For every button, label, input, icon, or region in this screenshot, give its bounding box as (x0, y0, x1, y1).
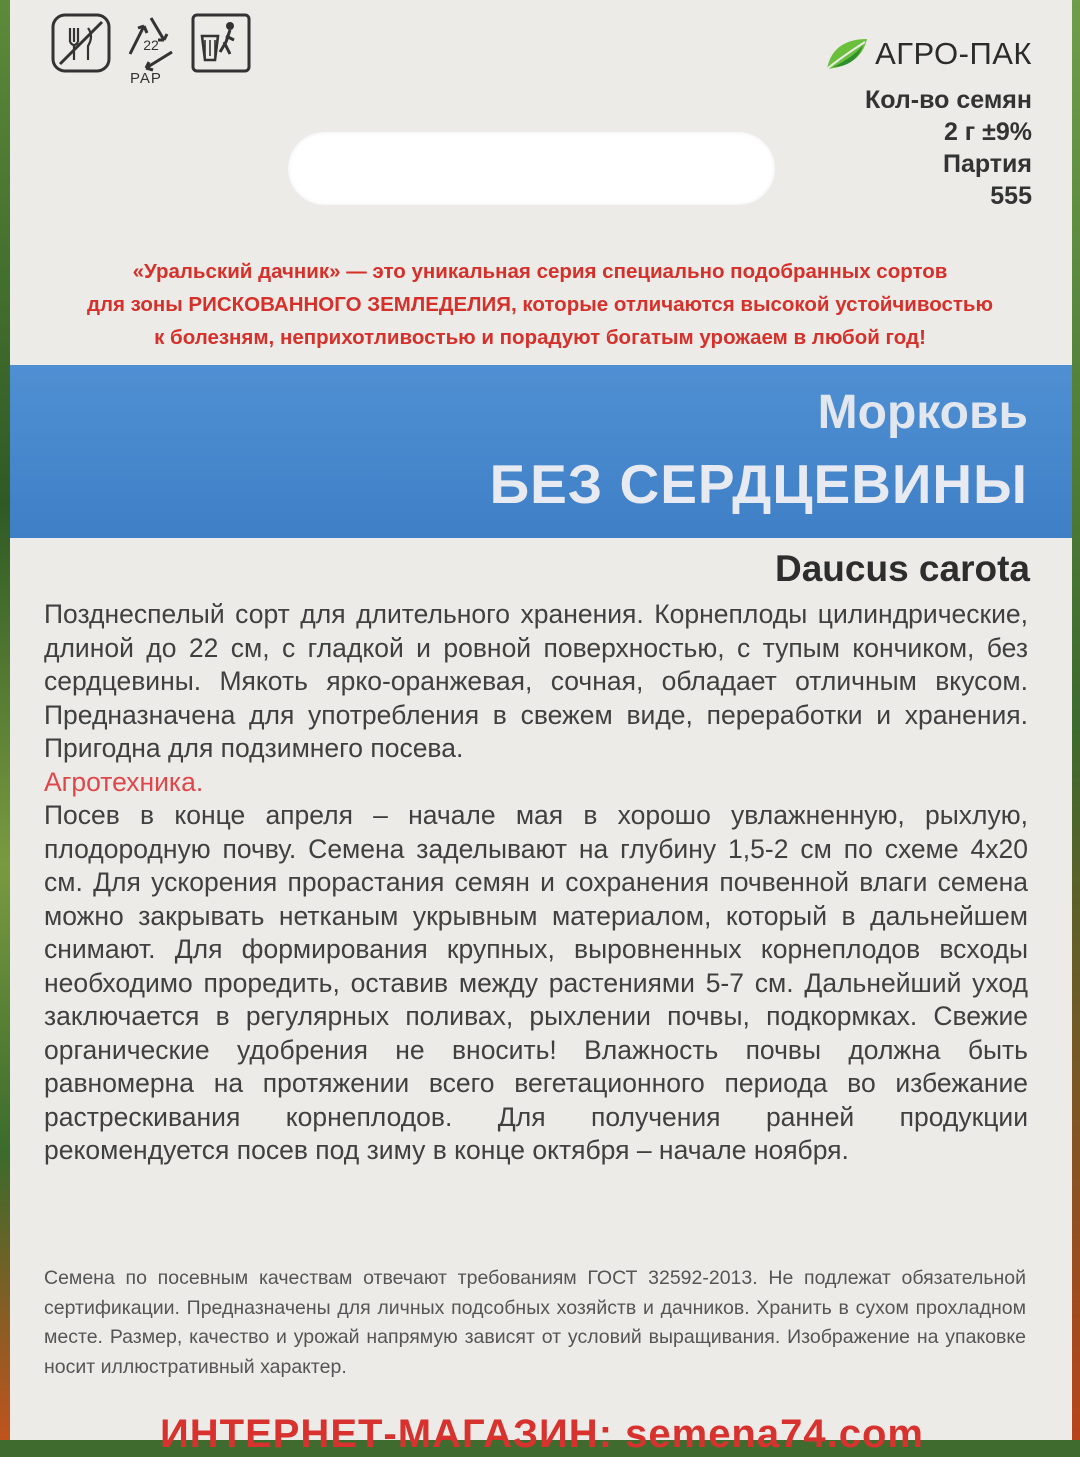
brand-logo (825, 36, 1032, 72)
batch-value: 555 (990, 182, 1032, 210)
intro-line-3: к болезням, неприхотливостью и порадуют богатым урожаем в любой год! (154, 326, 926, 349)
recycle-code: 22 (143, 37, 159, 53)
seed-info-block (865, 84, 1032, 212)
hang-hole-cutout (288, 132, 775, 205)
description-block (44, 598, 1028, 1168)
seed-quantity-value: 2 г ±9% (943, 118, 1032, 146)
agrotech-text: Посев в конце апреля – начале мая в хорошо увлажненную, рыхлую, плодородную почву. Семена заделывают на глубину 1,5-2 см по схеме 4х20 см. Для ускорения прорастания семян и сохранения почвенной влаги семена можно закрывать нетканым укрывным материалом, который в дальнейшем снимают. Для формирования крупных, выровненных корнеплодов всходы необходимо проредить, оставив между растениями 5-7 см. Дальнейший уход заключается в регулярных поливах, рыхлении почвы, подкормках. Свежие органические удобрения не вносить! Влажность почвы должна быть равномерна на протяжении всего вегетационного периода во избежание растрескивания корнеплодов. Для получения ранней продукции рекомендуется посев под зиму в конце октября – начале ноября. (44, 800, 1028, 1165)
recycle-icon (120, 12, 182, 74)
variety-description: Позднеспелый сорт для длительного хранения. Корнеплоды цилиндрические, длиной до 22 см, с гладкой и ровной поверхностью, с тупым кончиком, без сердцевины. Мякоть ярко-оранжевая, сочная, обладает отличным вкусом. Предназначена для употребления в свежем виде, переработки и хранения. Пригодна для подзимнего посева. (44, 599, 1028, 763)
legal-notice: Семена по посевным качествам отвечают требованиям ГОСТ 32592-2013. Не подлежат обязательной сертификации. Предназначены для личных подсобных хозяйств и дачников. Хранить в сухом прохладном месте. Размер, качество и урожай напрямую зависят от условий выращивания. Изображение на упаковке носит иллюстративный характер. (44, 1267, 1026, 1378)
latin-name: Daucus carota (775, 548, 1030, 589)
product-title: Морковь (817, 386, 1028, 439)
intro-line-1: «Уральский дачник» — это уникальная серия специально подобранных сортов (132, 260, 948, 283)
recycle-material-label: PAP (130, 70, 162, 87)
variety-name: БЕЗ СЕРДЦЕВИНЫ (489, 453, 1028, 515)
series-intro (30, 255, 1050, 354)
dispose-in-bin-icon (190, 12, 252, 74)
brand-name: АГРО-ПАК (875, 36, 1032, 71)
batch-label: Партия (942, 150, 1032, 178)
agrotech-heading: Агротехника. (44, 766, 204, 797)
seed-quantity-label: Кол-во семян (864, 86, 1032, 114)
intro-line-2: для зоны РИСКОВАННОГО ЗЕМЛЕДЕЛИЯ, которые отличаются высокой устойчивостью (86, 293, 994, 316)
leaf-icon (825, 37, 869, 71)
no-food-contact-icon (50, 12, 112, 74)
shop-url: ИНТЕРНЕТ-МАГАЗИН: semena74.com (160, 1412, 924, 1456)
